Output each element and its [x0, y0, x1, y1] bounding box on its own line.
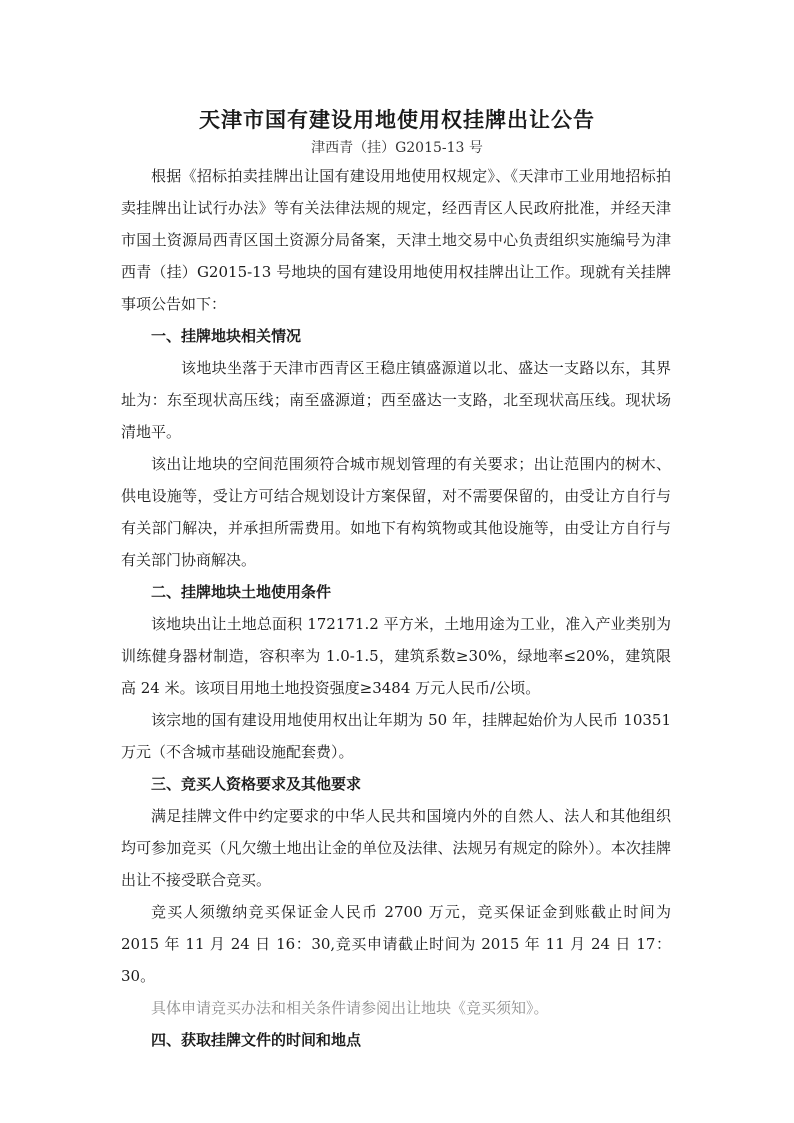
paragraph-scope: 该出让地块的空间范围须符合城市规划管理的有关要求；出让范围内的树木、供电设施等，受让方可结合规划设计方案保留，对不需要保留的，由受让方自行与有关部门解决，并承担所需费用。如地下有构筑物或其他设施等，由受让方自行与有关部门协商解决。 [121, 455, 671, 569]
document-number: 津西青（挂）G2015-13 号 [311, 140, 483, 156]
document-body [121, 160, 671, 1056]
paragraph-deposit: 竞买人须缴纳竞买保证金人民币 2700 万元，竞买保证金到账截止时间为 2015 年 11 月 24 日 16：30,竞买申请截止时间为 2015 年 11 月 24 日 17：30。 [121, 903, 671, 985]
paragraph-land-conditions: 该地块出让土地总面积 172171.2 平方米，土地用途为工业，准入产业类别为训练健身器材制造，容积率为 1.0-1.5，建筑系数≥30%，绿地率≤20%，建筑限高 24 米。该项目用地土地投资强度≥3484 万元人民币/公顷。 [121, 615, 671, 697]
paragraph-bidding-notice: 具体申请竞买办法和相关条件请参阅出让地块《竞买须知》。 [151, 999, 549, 1017]
paragraph-location: 该地块坐落于天津市西青区王稳庄镇盛源道以北、盛达一支路以东，其界址为：东至现状高压线；南至盛源道；西至盛达一支路，北至现状高压线。现状场清地平。 [121, 359, 671, 441]
section-heading-1: 一、挂牌地块相关情况 [151, 327, 302, 345]
document-title: 天津市国有建设用地使用权挂牌出让公告 [199, 108, 595, 132]
intro-paragraph: 根据《招标拍卖挂牌出让国有建设用地使用权规定》、《天津市工业用地招标拍卖挂牌出让试行办法》等有关法律法规的规定，经西青区人民政府批准，并经天津市国土资源局西青区国土资源分局备案，天津土地交易中心负责组织实施编号为津西青（挂）G2015-13 号地块的国有建设用地使用权挂牌出让工作。现就有关挂牌事项公告如下： [121, 167, 671, 313]
paragraph-eligibility: 满足挂牌文件中约定要求的中华人民共和国境内外的自然人、法人和其他组织均可参加竞买（凡欠缴土地出让金的单位及法律、法规另有规定的除外）。本次挂牌出让不接受联合竞买。 [121, 807, 671, 889]
paragraph-term-price: 该宗地的国有建设用地使用权出让年期为 50 年，挂牌起始价为人民币 10351 万元（不含城市基础设施配套费）。 [121, 711, 671, 761]
section-heading-3: 三、竞买人资格要求及其他要求 [151, 775, 362, 793]
section-heading-4: 四、获取挂牌文件的时间和地点 [151, 1031, 362, 1049]
section-heading-2: 二、挂牌地块土地使用条件 [151, 583, 332, 601]
